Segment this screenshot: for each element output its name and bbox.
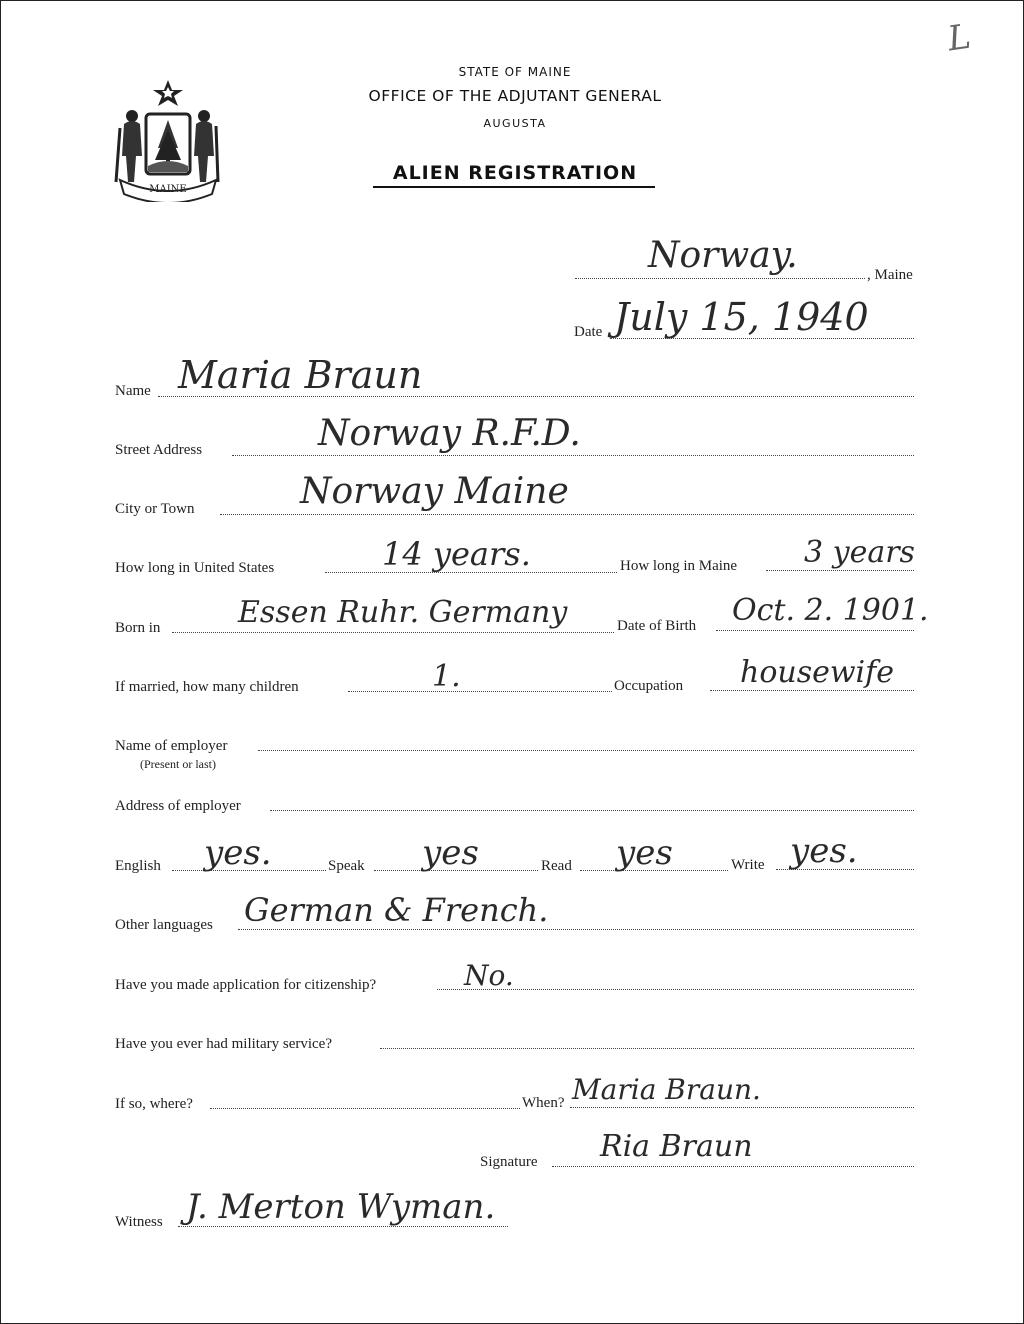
read-label: Read xyxy=(541,858,572,874)
signature-value-line2: Ria Braun xyxy=(600,1129,753,1164)
how-long-maine-label: How long in Maine xyxy=(620,558,738,574)
speak-label: Speak xyxy=(328,858,365,874)
date-value: July 15, 1940 xyxy=(614,295,869,339)
date-of-birth-value: Oct. 2. 1901. xyxy=(732,593,929,628)
city-line xyxy=(220,514,914,515)
english-label: English xyxy=(115,858,161,874)
employer-address-line xyxy=(270,810,914,811)
occupation-value: housewife xyxy=(740,655,894,690)
born-in-line xyxy=(172,632,614,633)
employer-name-label: Name of employer xyxy=(115,738,228,754)
where-line xyxy=(210,1108,520,1109)
city-value: Norway Maine xyxy=(300,471,569,512)
when-line xyxy=(570,1107,914,1108)
street-address-value: Norway R.F.D. xyxy=(318,413,581,454)
read-value: yes xyxy=(616,833,673,873)
date-of-birth-line xyxy=(716,630,914,631)
born-in-value: Essen Ruhr. Germany xyxy=(238,595,568,630)
how-long-us-label: How long in United States xyxy=(115,560,275,576)
header-office: OFFICE OF THE ADJUTANT GENERAL xyxy=(368,87,662,105)
signature-label: Signature xyxy=(480,1154,538,1170)
speak-value: yes xyxy=(422,833,479,873)
corner-mark: L xyxy=(945,16,974,60)
street-address-label: Street Address xyxy=(115,442,203,458)
name-value: Maria Braun xyxy=(178,353,423,397)
military-line xyxy=(380,1048,914,1049)
header-state: STATE OF MAINE xyxy=(458,65,572,79)
employer-note-label: (Present or last) xyxy=(140,757,216,771)
date-label: Date xyxy=(574,324,603,340)
children-line xyxy=(348,691,612,692)
children-label: If married, how many children xyxy=(115,679,299,695)
how-long-maine-line xyxy=(766,570,914,571)
citizenship-label: Have you made application for citizenship? xyxy=(115,977,377,993)
where-label: If so, where? xyxy=(115,1096,193,1112)
header-city: AUGUSTA xyxy=(483,117,547,130)
born-in-label: Born in xyxy=(115,620,161,636)
citizenship-value: No. xyxy=(464,959,514,992)
seal-banner-text: MAINE xyxy=(149,184,187,195)
name-label: Name xyxy=(115,383,151,399)
town-value: Norway. xyxy=(648,235,798,276)
employer-address-label: Address of employer xyxy=(115,798,241,814)
date-of-birth-label: Date of Birth xyxy=(617,618,697,634)
witness-value: J. Merton Wyman. xyxy=(186,1187,496,1227)
english-value: yes. xyxy=(204,833,272,873)
how-long-us-value: 14 years. xyxy=(382,535,531,573)
military-label: Have you ever had military service? xyxy=(115,1036,332,1052)
occupation-line xyxy=(710,690,914,691)
how-long-maine-value: 3 years xyxy=(804,535,915,570)
title-underline xyxy=(373,186,655,188)
witness-label: Witness xyxy=(115,1214,163,1230)
other-languages-label: Other languages xyxy=(115,917,213,933)
city-label: City or Town xyxy=(115,501,195,517)
town-line xyxy=(575,278,865,279)
when-label: When? xyxy=(522,1095,565,1111)
maine-label: , Maine xyxy=(867,267,913,283)
form-title: ALIEN REGISTRATION xyxy=(392,162,638,184)
other-languages-line xyxy=(238,929,914,930)
other-languages-value: German & French. xyxy=(244,891,549,929)
state-seal-icon xyxy=(112,78,224,202)
children-value: 1. xyxy=(432,659,461,694)
write-value: yes. xyxy=(790,831,858,871)
write-label: Write xyxy=(731,857,765,873)
occupation-label: Occupation xyxy=(614,678,684,694)
signature-value-line1: Maria Braun. xyxy=(572,1073,761,1106)
signature-line xyxy=(552,1166,914,1167)
street-address-line xyxy=(232,455,914,456)
employer-name-line xyxy=(258,750,914,751)
